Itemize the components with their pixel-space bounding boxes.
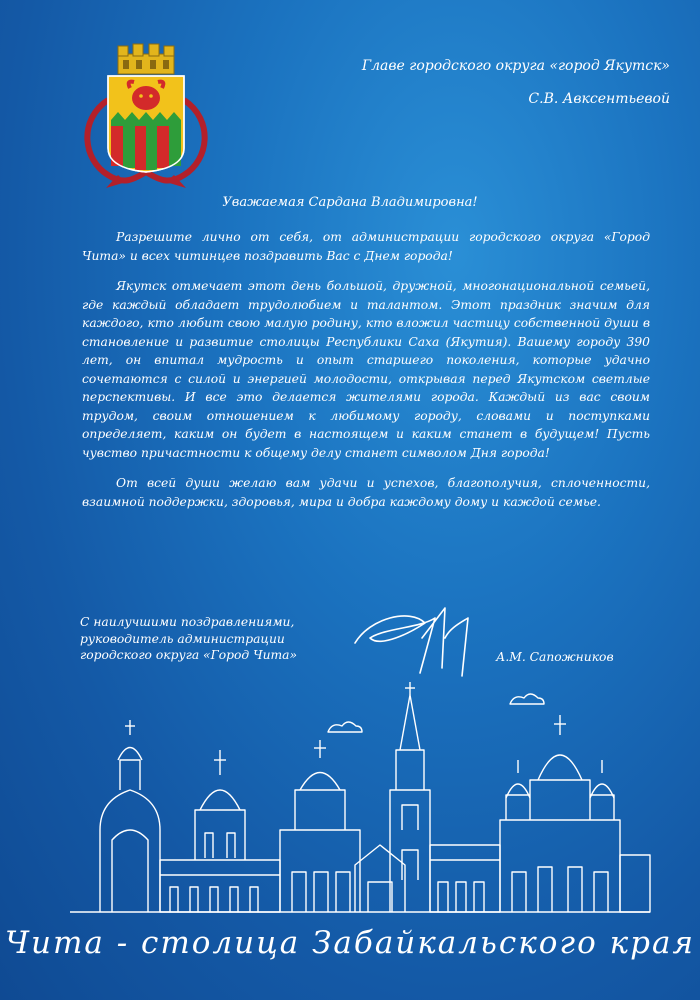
paragraph-2: Якутск отмечает этот день большой, дружной, многонациональной семьей, где каждый обладает трудолюбием и талантом. Этот праздник значим для каждого, кто любит свою малую родину, кто вложил частицу собственной души в становление и развитие столицы Республики Саха (Якутия). Вашему городу 390 лет, он впитал мудрость и опыт старшего поколения, которые удачно сочетаются с силой и энергией молодости, открывая перед Якутском светлые перспективы. И все это делается жителями города. Каждый из вас своим трудом, своим отношением к любимому городу, словами и поступками определяет, каким он будет в настоящем и каким станет в будущем! Пусть чувство причастности к общему делу станет символом Дня города! bbox=[82, 279, 650, 460]
paragraph-1: Разрешите лично от себя, от администрации городского округа «Город Чита» и всех читинцев поздравить Вас с Днем города! bbox=[82, 230, 650, 263]
closing-line2: руководитель администрации bbox=[80, 631, 285, 646]
signer-name: А.М. Сапожников bbox=[496, 650, 614, 664]
letter-body bbox=[82, 228, 650, 523]
closing-line3: городского округа «Город Чита» bbox=[80, 648, 298, 662]
addressee-block bbox=[362, 58, 670, 107]
signature-icon bbox=[350, 598, 480, 683]
greeting: Уважаемая Сардана Владимировна! bbox=[222, 195, 478, 210]
city-coat-of-arms-icon bbox=[78, 40, 214, 190]
closing-line1: С наилучшими поздравлениями, bbox=[80, 615, 295, 629]
addressee-line1: Главе городского округа «город Якутск» bbox=[361, 58, 670, 74]
paragraph-3: От всей души желаю вам удачи и успехов, благополучия, сплоченности, взаимной поддержки, здоровья, мира и добра каждому дому и каждой семье. bbox=[82, 476, 650, 509]
addressee-line2: С.В. Авксентьевой bbox=[528, 91, 670, 107]
city-skyline-illustration-icon bbox=[60, 680, 660, 915]
footer-slogan: Чита - столица Забайкальского края bbox=[5, 925, 695, 961]
closing-block bbox=[80, 614, 297, 664]
